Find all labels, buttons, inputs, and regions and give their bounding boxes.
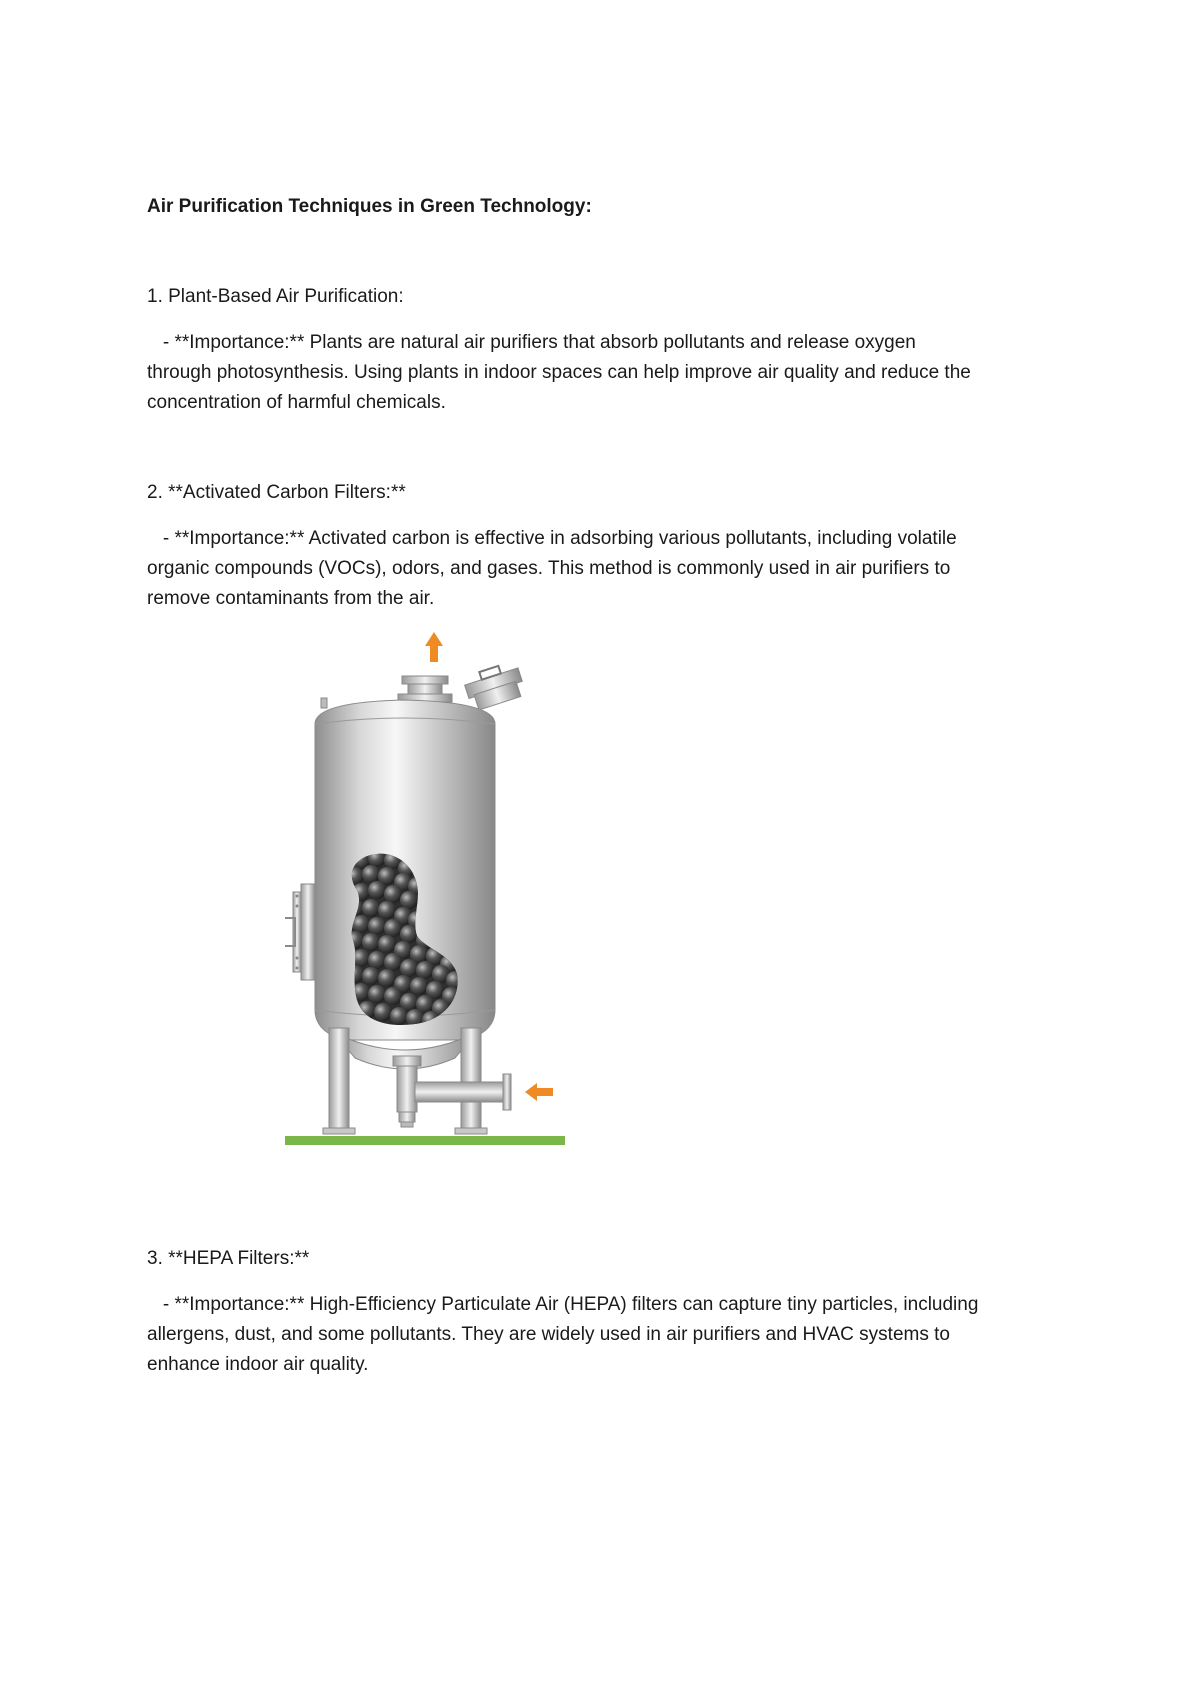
section-2-body-line-1: - **Importance:** Activated carbon is effective in adsorbing various pollutants, including volatile — [147, 528, 957, 549]
outlet-arrow-icon — [425, 632, 443, 662]
carbon-filter-vessel-icon — [285, 628, 595, 1148]
section-2-body-line-2: organic compounds (VOCs), odors, and gases. This method is commonly used in air purifiers to — [147, 558, 951, 579]
section-1-heading: 1. Plant-Based Air Purification: — [147, 286, 404, 307]
document-title: Air Purification Techniques in Green Technology: — [147, 196, 592, 217]
section-1-body-line-1: - **Importance:** Plants are natural air purifiers that absorb pollutants and release oxygen — [147, 332, 916, 353]
section-3-heading: 3. **HEPA Filters:** — [147, 1248, 310, 1269]
section-2-heading: 2. **Activated Carbon Filters:** — [147, 482, 406, 503]
section-3-body-line-2: allergens, dust, and some pollutants. They are widely used in air purifiers and HVAC systems to — [147, 1324, 950, 1345]
inlet-arrow-icon — [525, 1083, 553, 1101]
section-3-body-line-3: enhance indoor air quality. — [147, 1354, 369, 1375]
activated-carbon-filter-figure — [285, 628, 595, 1148]
section-1-body-line-3: concentration of harmful chemicals. — [147, 392, 446, 413]
section-3-body-line-1: - **Importance:** High-Efficiency Particulate Air (HEPA) filters can capture tiny particles, including — [147, 1294, 979, 1315]
section-1-body-line-2: through photosynthesis. Using plants in indoor spaces can help improve air quality and reduce the — [147, 362, 971, 383]
section-2-body-line-3: remove contaminants from the air. — [147, 588, 435, 609]
